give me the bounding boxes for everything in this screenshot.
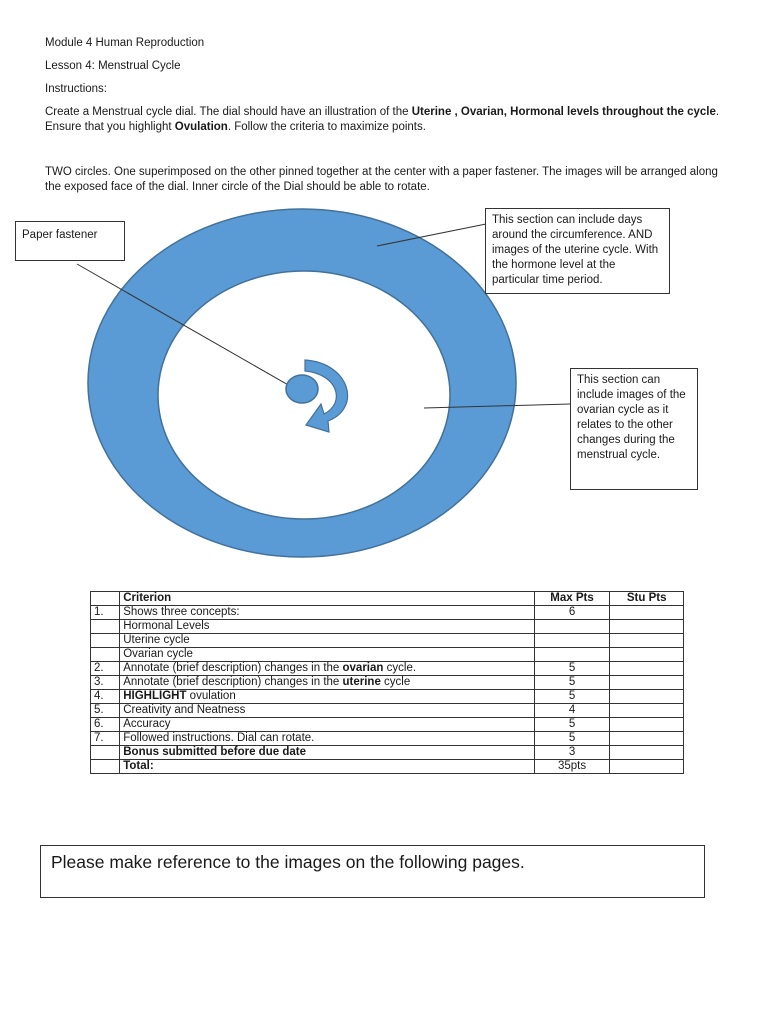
header-stu-pts: Stu Pts <box>610 592 684 606</box>
row-num <box>91 634 120 648</box>
table-row <box>91 676 684 690</box>
callout-paper-fastener: Paper fastener <box>15 221 125 261</box>
row-criterion: Uterine cycle <box>120 634 534 648</box>
row-max-pts: 5 <box>534 676 610 690</box>
table-row <box>91 662 684 676</box>
header-num <box>91 592 120 606</box>
row-max-pts: 4 <box>534 704 610 718</box>
row-max-pts: 35pts <box>534 760 610 774</box>
instructions-bold-1: Uterine , Ovarian, Hormonal levels throughout the cycle <box>411 106 716 118</box>
row-max-pts: 5 <box>534 732 610 746</box>
table-row <box>91 732 684 746</box>
row-num <box>91 620 120 634</box>
table-row <box>91 606 684 620</box>
criterion-bold: HIGHLIGHT <box>123 690 187 703</box>
row-num: 7. <box>91 732 120 746</box>
table-row <box>91 648 684 662</box>
reference-note-box <box>40 845 705 898</box>
criterion-bold: ovarian <box>342 662 384 675</box>
row-stu-pts <box>610 606 684 620</box>
row-num: 2. <box>91 662 120 676</box>
instructions-paragraph-2: TWO circles. One superimposed on the other pinned together at the center with a paper fastener. The images will be arranged along the exposed face of the dial. Inner circle of the Dial should be able to rotate. <box>45 166 718 193</box>
row-stu-pts <box>610 676 684 690</box>
row-stu-pts <box>610 732 684 746</box>
row-num <box>91 746 120 760</box>
criterion-text: cycle. <box>383 662 417 675</box>
criterion-bold: Bonus submitted before due date <box>123 746 306 759</box>
row-num: 3. <box>91 676 120 690</box>
row-stu-pts <box>610 648 684 662</box>
row-max-pts <box>534 634 610 648</box>
header-max-pts: Max Pts <box>534 592 610 606</box>
criterion-bold: uterine <box>342 676 381 689</box>
rubric-table <box>90 591 684 774</box>
instructions-text-b: . Ensure that you highlight <box>45 106 720 133</box>
row-stu-pts <box>610 690 684 704</box>
table-row <box>91 760 684 774</box>
row-stu-pts <box>610 746 684 760</box>
row-num <box>91 760 120 774</box>
row-stu-pts <box>610 760 684 774</box>
row-num: 1. <box>91 606 120 620</box>
criterion-text: Annotate (brief description) changes in the <box>123 676 343 689</box>
row-stu-pts <box>610 620 684 634</box>
table-row <box>91 704 684 718</box>
row-stu-pts <box>610 662 684 676</box>
row-num: 5. <box>91 704 120 718</box>
table-row <box>91 634 684 648</box>
module-title: Module 4 Human Reproduction <box>45 37 205 49</box>
criterion-text: ovulation <box>186 690 236 703</box>
row-stu-pts <box>610 634 684 648</box>
row-stu-pts <box>610 704 684 718</box>
callout-inner-section: This section can include images of the ovarian cycle as it relates to the other changes during the menstrual cycle. <box>570 368 698 490</box>
lesson-title: Lesson 4: Menstrual Cycle <box>45 60 181 72</box>
row-num: 6. <box>91 718 120 732</box>
criterion-text: cycle <box>380 676 411 689</box>
row-criterion: Creativity and Neatness <box>120 704 534 718</box>
row-criterion: Hormonal Levels <box>120 620 534 634</box>
row-criterion: Followed instructions. Dial can rotate. <box>120 732 534 746</box>
row-max-pts: 5 <box>534 718 610 732</box>
row-criterion <box>120 662 534 676</box>
row-num: 4. <box>91 690 120 704</box>
instructions-text-c: . Follow the criteria to maximize points. <box>227 121 426 133</box>
table-row <box>91 690 684 704</box>
header-criterion: Criterion <box>120 592 534 606</box>
row-criterion <box>120 746 534 760</box>
row-max-pts <box>534 620 610 634</box>
instructions-bold-2: Ovulation <box>174 121 228 133</box>
row-max-pts: 5 <box>534 690 610 704</box>
instructions-label: Instructions: <box>45 83 107 95</box>
row-max-pts: 5 <box>534 662 610 676</box>
row-criterion <box>120 760 534 774</box>
callout-outer-section: This section can include days around the circumference. AND images of the uterine cycle. With the hormone level at the particular time period. <box>485 208 670 294</box>
paper-fastener-dot <box>286 375 318 403</box>
rubric-header-row <box>91 592 684 606</box>
row-criterion: Ovarian cycle <box>120 648 534 662</box>
row-stu-pts <box>610 718 684 732</box>
table-row <box>91 718 684 732</box>
row-max-pts: 3 <box>534 746 610 760</box>
row-num <box>91 648 120 662</box>
criterion-text: Annotate (brief description) changes in the <box>123 662 343 675</box>
row-criterion <box>120 676 534 690</box>
table-row <box>91 620 684 634</box>
row-max-pts <box>534 648 610 662</box>
table-row <box>91 746 684 760</box>
row-criterion <box>120 690 534 704</box>
reference-note: Please make reference to the images on the following pages. <box>51 852 525 872</box>
row-max-pts: 6 <box>534 606 610 620</box>
instructions-text-a: Create a Menstrual cycle dial. The dial should have an illustration of the <box>45 106 412 118</box>
criterion-bold: Total: <box>123 760 154 773</box>
row-criterion: Accuracy <box>120 718 534 732</box>
row-criterion: Shows three concepts: <box>120 606 534 620</box>
